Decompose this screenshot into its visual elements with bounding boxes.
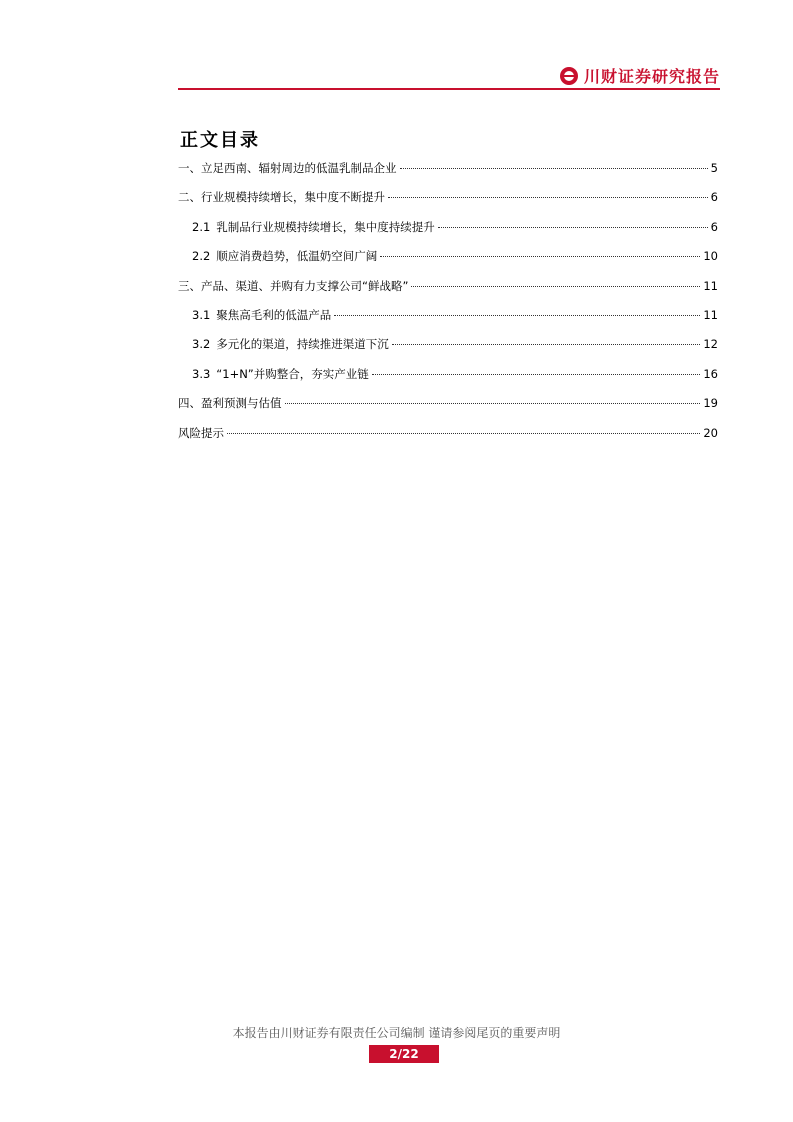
toc-entry-page: 6: [710, 219, 718, 234]
toc-title: 正文目录: [180, 130, 260, 151]
toc-leader-dots: [380, 256, 700, 257]
toc-entry-text: 三、产品、渠道、并购有力支撑公司“鲜战略”: [178, 278, 409, 293]
toc-entry-page: 6: [710, 190, 718, 205]
toc-leader-dots: [438, 227, 708, 228]
brand: [560, 64, 720, 87]
toc-leader-dots: [400, 168, 708, 169]
toc-entry-page: 16: [703, 366, 718, 381]
toc-entry-label: [178, 160, 397, 176]
toc-leader-dots: [334, 315, 700, 316]
toc-entry-label: [192, 219, 435, 235]
toc-entry[interactable]: [178, 307, 718, 336]
toc-entry[interactable]: [178, 189, 718, 218]
toc-entry[interactable]: [178, 395, 718, 424]
table-of-contents: [178, 160, 718, 454]
toc-entry-number: 2.2: [192, 249, 211, 264]
toc-entry-number: 2.1: [192, 219, 211, 234]
toc-entry[interactable]: [178, 336, 718, 365]
toc-entry-page: 19: [703, 396, 718, 411]
brand-name: 川财证券研究报告: [583, 67, 720, 86]
toc-leader-dots: [227, 433, 700, 434]
toc-leader-dots: [392, 344, 701, 345]
toc-entry-text: 顺应消费趋势，低温奶空间广阔: [216, 249, 378, 264]
toc-entry-text: 乳制品行业规模持续增长，集中度持续提升: [216, 219, 435, 234]
toc-entry-label: [192, 248, 377, 264]
toc-entry[interactable]: [178, 278, 718, 307]
toc-entry-number: 3.3: [192, 366, 211, 381]
toc-entry-page: 12: [703, 337, 718, 352]
toc-entry-number: 3.1: [192, 307, 211, 322]
toc-entry-text: 二、行业规模持续增长，集中度不断提升: [178, 190, 385, 205]
toc-entry[interactable]: [178, 425, 718, 454]
toc-entry-label: [178, 425, 224, 441]
toc-entry-text: 四、盈利预测与估值: [178, 396, 282, 411]
toc-entry-text: “1+N”并购整合，夯实产业链: [216, 366, 369, 381]
toc-entry-number: 3.2: [192, 337, 211, 352]
toc-leader-dots: [285, 403, 701, 404]
toc-leader-dots: [388, 197, 708, 198]
toc-entry-text: 一、立足西南、辐射周边的低温乳制品企业: [178, 161, 397, 175]
toc-entry-page: 20: [703, 425, 718, 440]
toc-entry-page: 11: [703, 278, 718, 293]
toc-entry-label: [192, 336, 389, 352]
toc-entry[interactable]: [178, 248, 718, 277]
toc-entry-page: 10: [703, 249, 718, 264]
page-number-badge: 2/22: [369, 1045, 439, 1063]
footer-disclaimer: 本报告由川财证券有限责任公司编制 谨请参阅尾页的重要声明: [232, 1026, 561, 1040]
toc-entry-text: 风险提示: [178, 425, 224, 440]
toc-entry-label: [192, 366, 369, 382]
toc-entry-label: [178, 189, 385, 205]
toc-leader-dots: [372, 374, 701, 375]
toc-leader-dots: [411, 286, 700, 287]
toc-entry-page: 5: [710, 161, 718, 175]
toc-entry-label: [178, 395, 282, 411]
toc-entry-page: 11: [703, 307, 718, 322]
toc-entry-text: 聚焦高毛利的低温产品: [216, 307, 332, 322]
chuancai-logo-icon: [560, 67, 578, 85]
toc-entry-label: [178, 278, 408, 294]
toc-entry[interactable]: [178, 160, 718, 189]
header-divider: [178, 88, 720, 90]
page-header: [178, 62, 720, 88]
toc-entry[interactable]: [178, 219, 718, 248]
toc-entry-text: 多元化的渠道，持续推进渠道下沉: [216, 337, 389, 352]
toc-entry[interactable]: [178, 366, 718, 395]
toc-entry-label: [192, 307, 331, 323]
